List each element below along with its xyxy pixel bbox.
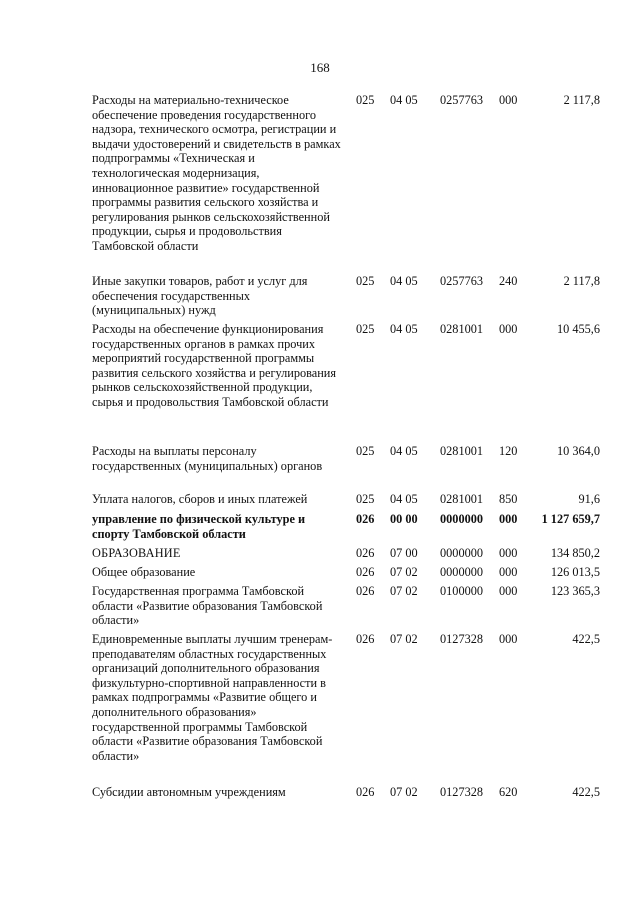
row-description: ОБРАЗОВАНИЕ	[92, 546, 181, 560]
row-target-code: 0281001	[440, 322, 484, 336]
row-amount: 422,5	[572, 785, 600, 799]
row-section-code: 07 02	[390, 565, 418, 579]
row-expense-type: 000	[499, 632, 518, 646]
row-admin-code: 025	[356, 322, 375, 336]
row-target-code: 0127328	[440, 785, 484, 799]
row-target-code: 0281001	[440, 492, 484, 506]
row-admin-code: 026	[356, 632, 375, 646]
row-section-code: 04 05	[390, 93, 418, 107]
row-amount: 126 013,5	[550, 565, 600, 579]
row-expense-type: 000	[499, 565, 518, 579]
row-target-code: 0281001	[440, 444, 484, 458]
row-section-code: 07 00	[390, 546, 418, 560]
row-admin-code: 025	[356, 444, 375, 458]
row-amount: 1 127 659,7	[541, 512, 600, 526]
row-admin-code: 025	[356, 93, 375, 107]
row-admin-code: 026	[356, 565, 375, 579]
row-description: Расходы на обеспечение функционирования государственных органов в рамках прочих мероприятий государственной программы развития сельского хозяйства и регулирования рынков сельскохозяйственной продукции, сырья и продовольствия Тамбовской области	[92, 322, 337, 409]
row-expense-type: 000	[499, 584, 518, 598]
row-expense-type: 000	[499, 512, 518, 526]
row-description: Общее образование	[92, 565, 196, 579]
row-admin-code: 026	[356, 785, 375, 799]
row-expense-type: 120	[499, 444, 518, 458]
row-description: Уплата налогов, сборов и иных платежей	[92, 492, 308, 506]
row-section-code: 07 02	[390, 632, 418, 646]
row-section-code: 04 05	[390, 274, 418, 288]
row-amount: 10 364,0	[556, 444, 600, 458]
row-expense-type: 000	[499, 93, 518, 107]
row-section-code: 04 05	[390, 492, 418, 506]
row-description: Субсидии автономным учреждениям	[92, 785, 286, 799]
row-description: Расходы на материально-техническое обеспечение проведения государственного надзора, технического осмотра, регистрации и выдачи удостоверений и свидетельств в рамках подпрограммы «Техническая и технологическая модернизация, инновационное развитие» государственной программы развития сельского хозяйства и регулирования рынков сельскохозяйственной продукции, сырья и продовольствия Тамбовской области	[92, 93, 341, 253]
row-target-code: 0257763	[440, 274, 484, 288]
row-amount: 91,6	[578, 492, 600, 506]
row-admin-code: 026	[356, 512, 375, 526]
row-section-code: 07 02	[390, 584, 418, 598]
row-admin-code: 025	[356, 274, 375, 288]
row-description: Расходы на выплаты персоналу государственных (муниципальных) органов	[92, 444, 323, 473]
row-description: управление по физической культуре и спорту Тамбовской области	[92, 512, 306, 541]
row-section-code: 04 05	[390, 322, 418, 336]
row-amount: 2 117,8	[563, 274, 600, 288]
row-expense-type: 620	[499, 785, 518, 799]
row-admin-code: 025	[356, 492, 375, 506]
row-amount: 2 117,8	[563, 93, 600, 107]
row-target-code: 0100000	[440, 584, 484, 598]
row-description: Государственная программа Тамбовской области «Развитие образования Тамбовской области»	[92, 584, 323, 628]
row-admin-code: 026	[356, 584, 375, 598]
row-amount: 10 455,6	[556, 322, 600, 336]
row-target-code: 0000000	[440, 546, 484, 560]
page-number: 168	[310, 60, 330, 75]
row-target-code: 0000000	[440, 565, 484, 579]
row-target-code: 0000000	[440, 512, 484, 526]
row-amount: 134 850,2	[550, 546, 600, 560]
row-section-code: 04 05	[390, 444, 418, 458]
row-target-code: 0257763	[440, 93, 484, 107]
row-expense-type: 000	[499, 546, 518, 560]
row-admin-code: 026	[356, 546, 375, 560]
row-description: Единовременные выплаты лучшим тренерам-преподавателям областных государственных организаций дополнительного образования физкультурно-спортивной направленности в рамках подпрограммы «Развитие общего и дополнительного образования» государственной программы Тамбовской области «Развитие образования Тамбовской области»	[92, 632, 333, 763]
row-description: Иные закупки товаров, работ и услуг для обеспечения государственных (муниципальных) нужд	[92, 274, 308, 318]
row-expense-type: 240	[499, 274, 518, 288]
row-expense-type: 000	[499, 322, 518, 336]
row-amount: 123 365,3	[550, 584, 600, 598]
row-expense-type: 850	[499, 492, 518, 506]
row-section-code: 00 00	[390, 512, 418, 526]
row-section-code: 07 02	[390, 785, 418, 799]
row-target-code: 0127328	[440, 632, 484, 646]
row-amount: 422,5	[572, 632, 600, 646]
